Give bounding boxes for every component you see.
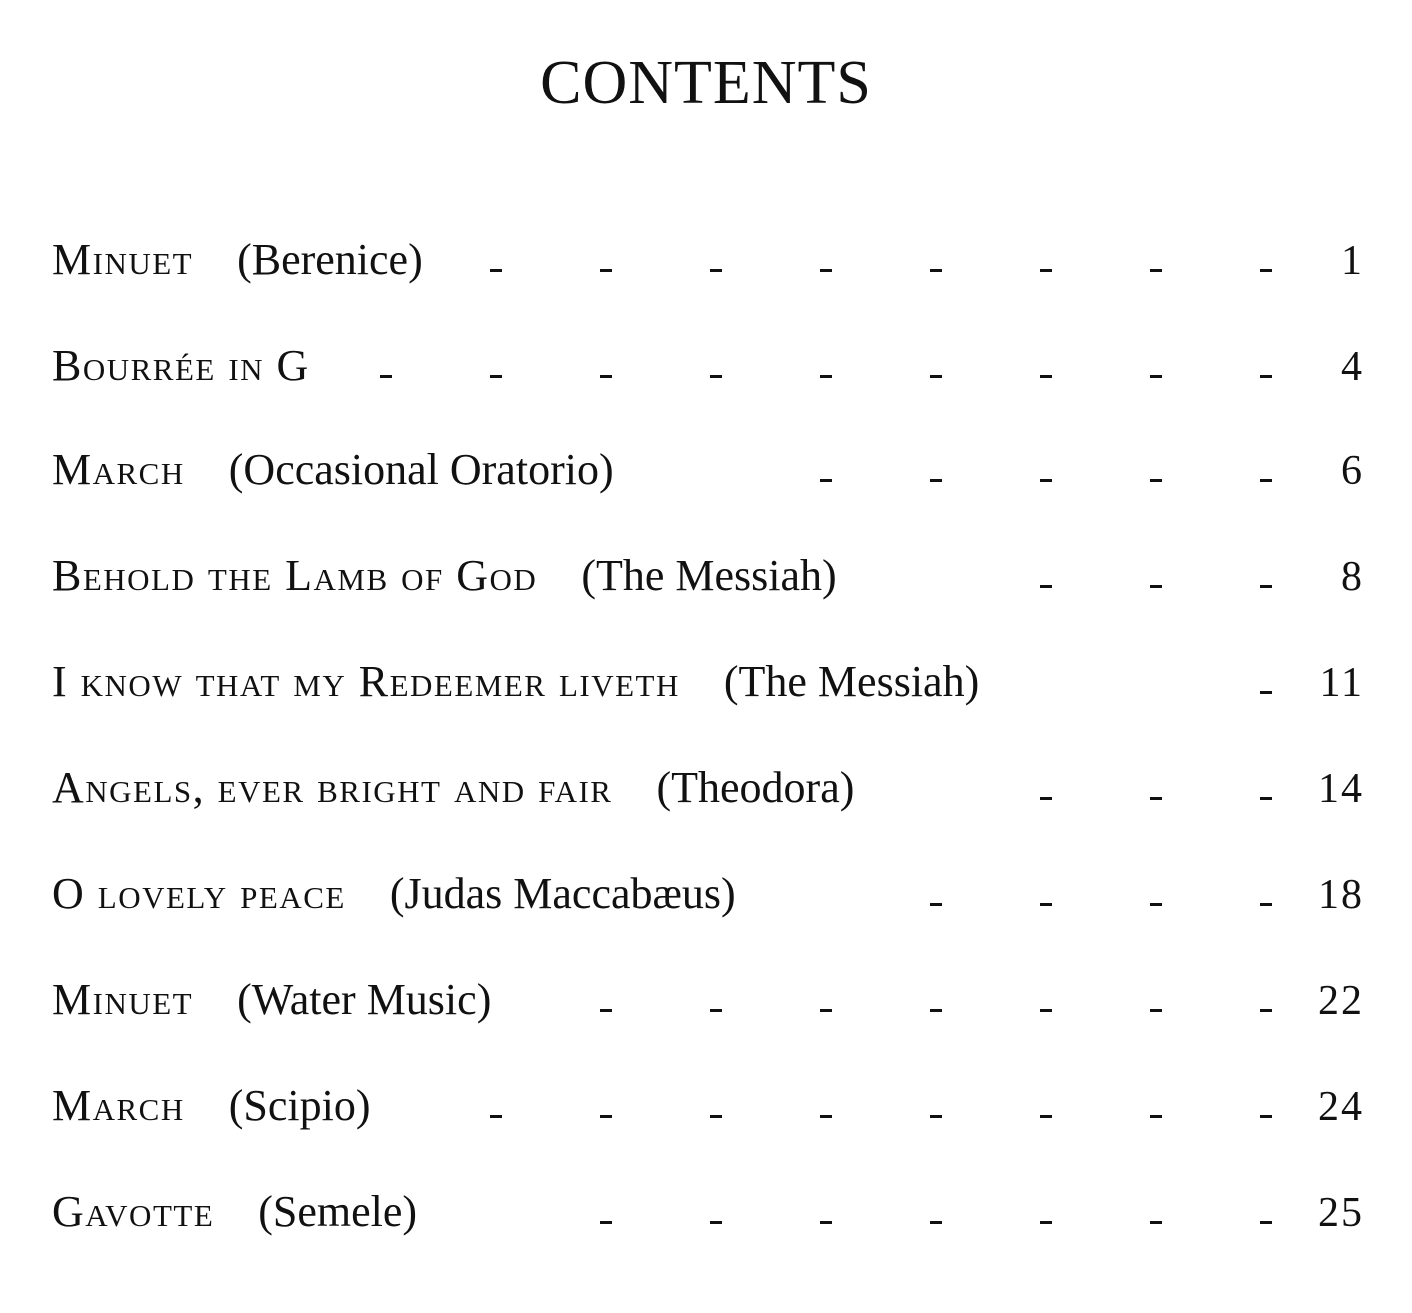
leader-dash [1260, 1115, 1272, 1118]
leader-dash [820, 1221, 832, 1224]
piece-source: (Semele) [258, 1187, 418, 1236]
leader-dash [1260, 585, 1272, 588]
leader-dash [820, 269, 832, 272]
leader-dash [930, 269, 942, 272]
leader-dash [1040, 1115, 1052, 1118]
leader-dash [930, 903, 942, 906]
leader-dash [1150, 479, 1162, 482]
leader-dash [1150, 1115, 1162, 1118]
leader-dash [1260, 375, 1272, 378]
leader-dash [1260, 479, 1272, 482]
leader-dash [600, 1115, 612, 1118]
leader-dash [1040, 479, 1052, 482]
toc-entry [52, 763, 855, 812]
toc-entry [52, 551, 837, 600]
toc-row-2 [52, 342, 1364, 402]
leader-dash [1040, 269, 1052, 272]
leader-dash [1150, 1221, 1162, 1224]
leader-dash [820, 1115, 832, 1118]
piece-source: (Berenice) [237, 235, 423, 284]
leader-dash [380, 375, 392, 378]
piece-title: March [52, 445, 185, 494]
leader-dash [1040, 585, 1052, 588]
toc-entry [52, 341, 354, 390]
leader-dash [1260, 797, 1272, 800]
leader-dash [1040, 903, 1052, 906]
page-number: 25 [1318, 1190, 1364, 1236]
page-number: 11 [1319, 660, 1364, 706]
piece-source: (The Messiah) [723, 657, 980, 706]
leader-dash [930, 375, 942, 378]
piece-title: O lovely peace [52, 869, 346, 918]
leader-dash [820, 375, 832, 378]
leader-dash [1260, 903, 1272, 906]
toc-entry [52, 1187, 418, 1236]
leader-dash [1150, 269, 1162, 272]
piece-source: (Water Music) [237, 975, 492, 1024]
page-number: 6 [1341, 448, 1364, 494]
leader-dash [1040, 375, 1052, 378]
leader-dash [1260, 269, 1272, 272]
page-number: 1 [1341, 238, 1364, 284]
leader-dash [1260, 1221, 1272, 1224]
leader-dash [1150, 1009, 1162, 1012]
toc-entry [52, 975, 492, 1024]
toc-row-6 [52, 764, 1364, 824]
piece-source: (Theodora) [656, 763, 855, 812]
leader-dash [490, 1115, 502, 1118]
leader-dash [1150, 375, 1162, 378]
page-number: 4 [1341, 344, 1364, 390]
page-number: 8 [1341, 554, 1364, 600]
toc-row-9 [52, 1082, 1364, 1142]
leader-dash [600, 1221, 612, 1224]
toc-row-10 [52, 1188, 1364, 1248]
leader-dash [600, 1009, 612, 1012]
toc-entry [52, 235, 423, 284]
piece-source: (Judas Maccabæus) [389, 869, 736, 918]
leader-dash [1260, 691, 1272, 694]
piece-source: (The Messiah) [581, 551, 837, 600]
piece-title: Bourrée in G [52, 341, 310, 390]
piece-source: (Occasional Oratorio) [228, 445, 614, 494]
toc-entry [52, 869, 736, 918]
leader-dash [930, 1009, 942, 1012]
toc-row-1 [52, 236, 1364, 296]
toc-entry [52, 657, 980, 706]
leader-dash [600, 269, 612, 272]
piece-title: March [52, 1081, 185, 1130]
piece-source: (Scipio) [228, 1081, 371, 1130]
leader-dash [710, 1115, 722, 1118]
toc-row-7 [52, 870, 1364, 930]
piece-title: Behold the Lamb of God [52, 551, 538, 600]
leader-dash [930, 1115, 942, 1118]
leader-dash [820, 1009, 832, 1012]
toc-row-8 [52, 976, 1364, 1036]
leader-dash [710, 1009, 722, 1012]
piece-title: Minuet [52, 235, 194, 284]
leader-dash [600, 375, 612, 378]
leader-dash [490, 269, 502, 272]
page-title: CONTENTS [540, 49, 872, 117]
leader-dash [1260, 1009, 1272, 1012]
toc-entry [52, 1081, 371, 1130]
toc-row-3 [52, 446, 1364, 506]
page-number: 24 [1318, 1084, 1364, 1130]
leader-dash [1040, 1009, 1052, 1012]
leader-dash [1040, 1221, 1052, 1224]
page-number: 22 [1318, 978, 1364, 1024]
leader-dash [930, 1221, 942, 1224]
piece-title: I know that my Redeemer liveth [52, 657, 680, 706]
piece-title: Minuet [52, 975, 194, 1024]
piece-title: Angels, ever bright and fair [52, 763, 613, 812]
leader-dash [1150, 903, 1162, 906]
page-number: 14 [1318, 766, 1364, 812]
toc-row-5 [52, 658, 1364, 718]
toc-row-4 [52, 552, 1364, 612]
leader-dash [1040, 797, 1052, 800]
leader-dash [820, 479, 832, 482]
toc-entry [52, 445, 614, 494]
page-number: 18 [1318, 872, 1364, 918]
leader-dash [710, 1221, 722, 1224]
leader-dash [710, 375, 722, 378]
leader-dash [710, 269, 722, 272]
leader-dash [930, 479, 942, 482]
piece-title: Gavotte [52, 1187, 215, 1236]
leader-dash [1150, 797, 1162, 800]
leader-dash [490, 375, 502, 378]
leader-dash [1150, 585, 1162, 588]
